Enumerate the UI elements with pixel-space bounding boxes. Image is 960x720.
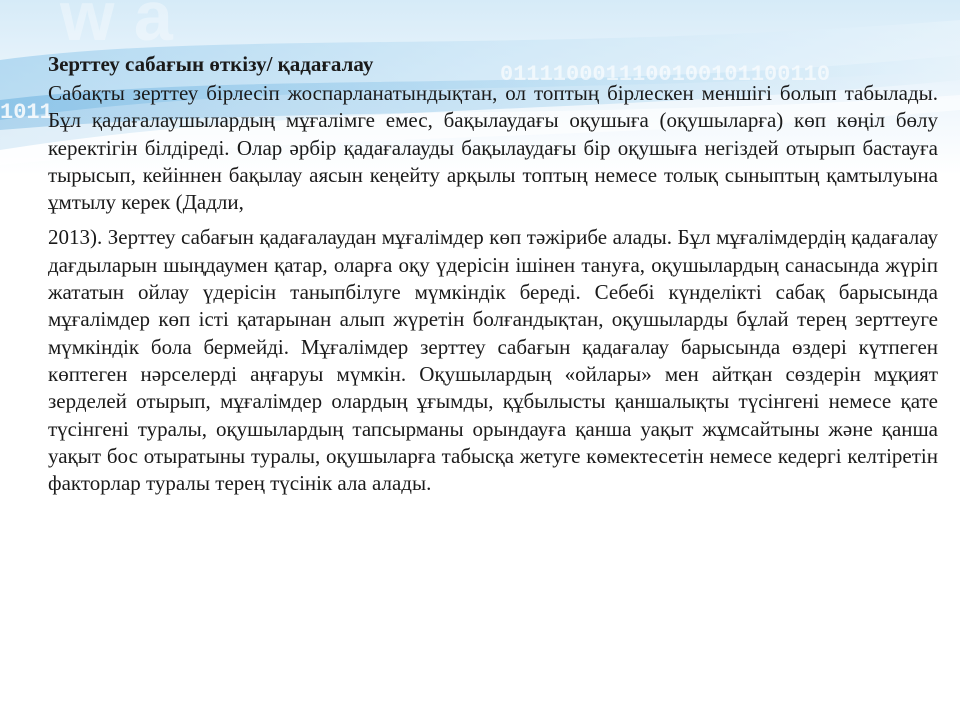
slide-heading: Зерттеу сабағын өткізу/ қадағалау (48, 52, 374, 76)
watermark-letters: w a (60, 0, 173, 55)
binary-digits-right: 0111100011100100101100110 (500, 62, 831, 87)
paragraph-1: Сабақты зерттеу бірлесіп жоспарланатындықтан, ол топтың бірлескен меншігі болып табылады. Бұл қадағалаушылардың мұғалімге емес, бақылаудағы оқушыға (оқушыларға) көп көңіл бөлу керектігін білдіреді. Олар әрбір қадағалауды бақылаудағы бір оқушыға негіздей отырып бастауға тырысып, кейіннен бақылау аясын кеңейту арқылы топтың немесе толық сыныптың қамтылуына ұмтылу керек (Дадли, (48, 81, 938, 215)
binary-digits-left: 1011 (0, 100, 53, 125)
slide-content (48, 50, 938, 497)
paragraph-2: 2013). Зерттеу сабағын қадағалаудан мұғалімдер көп тәжірибе алады. Бұл мұғалімдердің қадағалау дағдыларын шыңдаумен қатар, оларға оқу үдерісін ішінен тануға, оқушылардың санасында жүріп жататын ойлау үдерісін таныпбілуге мүмкіндік береді. Себебі күнделікті сабақ барысында мұғалімдер көп істі қатарынан алып жүретін болғандықтан, оқушыларды бұлай терең зерттеуге мүмкіндік бола бермейді. Мұғалімдер зерттеу сабағын қадағалау барысында өздері күтпеген көптеген нәрселерді аңғаруы мүмкін. Оқушылардың «ойлары» мен айтқан сөздерін мұқият зерделей отырып, мұғалімдер олардың ұғымды, құбылысты қаншалықты түсінгені немесе қате түсінгені туралы, оқушылардың тапсырманы орындауға қанша уақыт жұмсайтыны және қанша уақыт бос отыратыны туралы, оқушыларға табысқа жетуге көмектесетін немесе кедергі келтіретін факторлар туралы терең түсінік ала алады. (48, 225, 938, 496)
